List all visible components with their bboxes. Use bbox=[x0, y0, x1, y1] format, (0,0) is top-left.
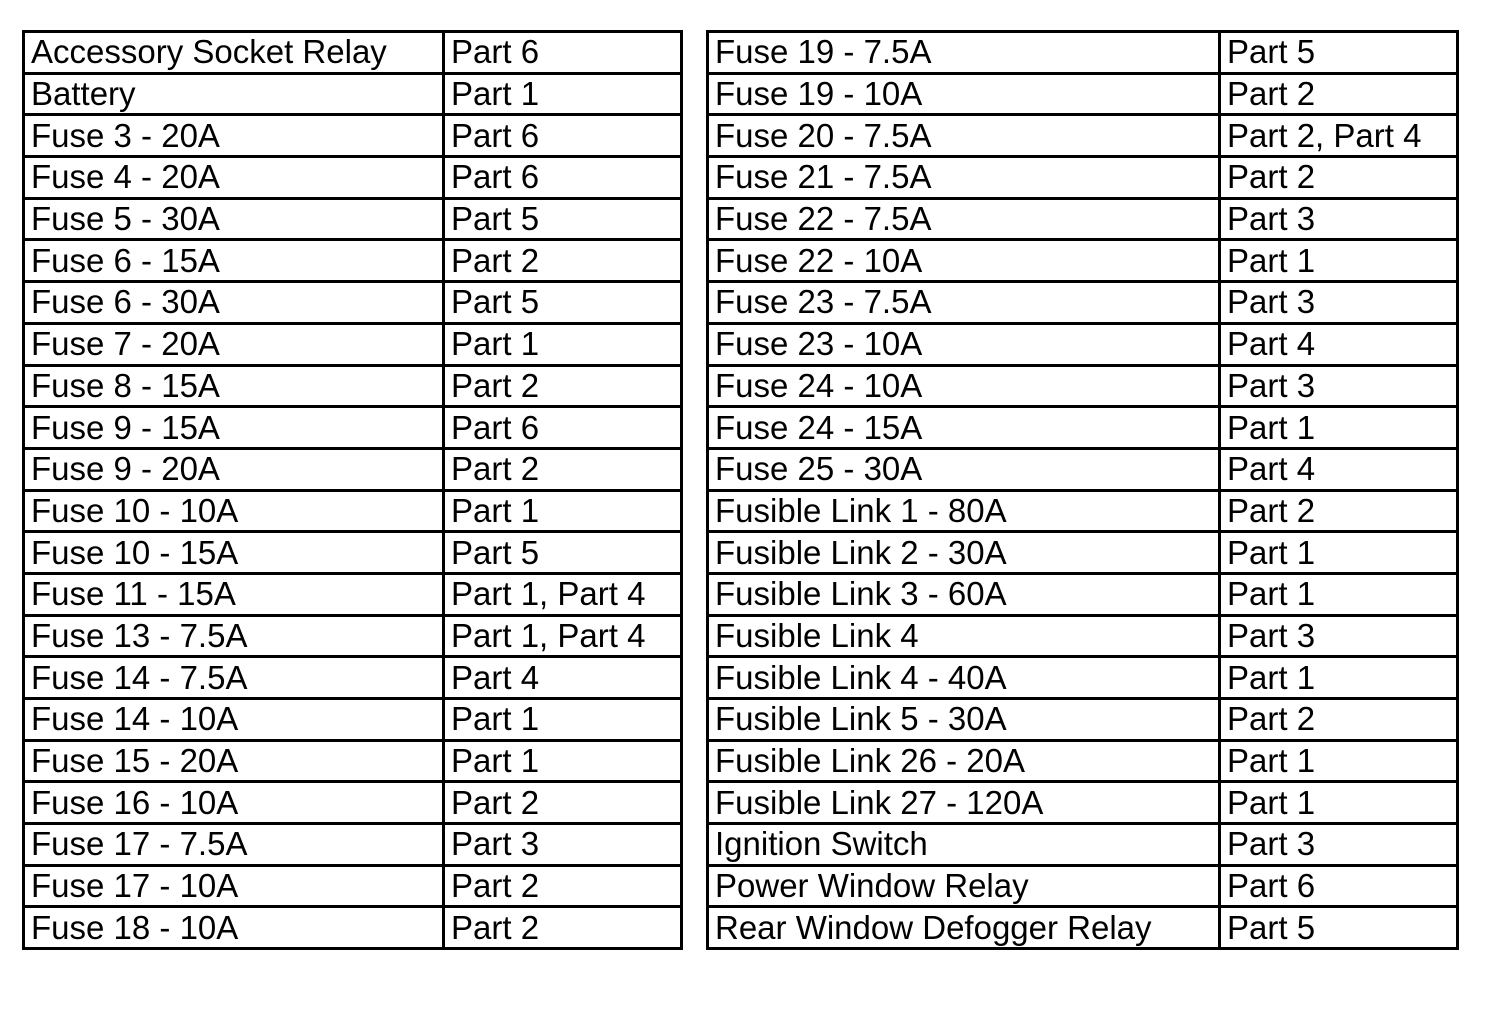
component-name-cell: Fuse 3 - 20A bbox=[24, 115, 444, 157]
component-name-cell: Fusible Link 26 - 20A bbox=[708, 740, 1220, 782]
part-reference-cell: Part 1 bbox=[1220, 782, 1458, 824]
table-row bbox=[708, 490, 1458, 532]
component-name-cell: Fuse 4 - 20A bbox=[24, 157, 444, 199]
part-reference-cell: Part 2 bbox=[1220, 73, 1458, 115]
component-name-cell: Fuse 6 - 30A bbox=[24, 282, 444, 324]
part-reference-cell: Part 4 bbox=[444, 657, 682, 699]
part-reference-cell: Part 4 bbox=[1220, 323, 1458, 365]
component-name-cell: Fuse 14 - 10A bbox=[24, 699, 444, 741]
part-reference-cell: Part 1 bbox=[1220, 573, 1458, 615]
component-name-cell: Rear Window Defogger Relay bbox=[708, 907, 1220, 949]
component-name-cell: Fusible Link 2 - 30A bbox=[708, 532, 1220, 574]
right-table-body bbox=[708, 32, 1458, 949]
table-row bbox=[708, 824, 1458, 866]
table-row bbox=[24, 865, 682, 907]
part-reference-cell: Part 3 bbox=[1220, 282, 1458, 324]
part-reference-cell: Part 2 bbox=[444, 907, 682, 949]
table-row bbox=[24, 32, 682, 74]
part-reference-cell: Part 2 bbox=[444, 782, 682, 824]
part-reference-cell: Part 2, Part 4 bbox=[1220, 115, 1458, 157]
table-row bbox=[24, 73, 682, 115]
part-reference-cell: Part 4 bbox=[1220, 448, 1458, 490]
part-reference-cell: Part 5 bbox=[1220, 32, 1458, 74]
component-name-cell: Fuse 7 - 20A bbox=[24, 323, 444, 365]
table-row bbox=[708, 32, 1458, 74]
component-name-cell: Fuse 20 - 7.5A bbox=[708, 115, 1220, 157]
component-name-cell: Fuse 17 - 10A bbox=[24, 865, 444, 907]
table-row bbox=[24, 240, 682, 282]
component-name-cell: Fuse 23 - 10A bbox=[708, 323, 1220, 365]
component-name-cell: Fusible Link 3 - 60A bbox=[708, 573, 1220, 615]
component-name-cell: Battery bbox=[24, 73, 444, 115]
component-name-cell: Fuse 14 - 7.5A bbox=[24, 657, 444, 699]
part-reference-cell: Part 5 bbox=[444, 282, 682, 324]
part-reference-cell: Part 3 bbox=[1220, 365, 1458, 407]
component-name-cell: Fuse 9 - 20A bbox=[24, 448, 444, 490]
table-row bbox=[708, 699, 1458, 741]
component-name-cell: Fuse 22 - 7.5A bbox=[708, 198, 1220, 240]
component-name-cell: Fuse 24 - 10A bbox=[708, 365, 1220, 407]
table-row bbox=[708, 407, 1458, 449]
component-name-cell: Fuse 18 - 10A bbox=[24, 907, 444, 949]
table-row bbox=[24, 490, 682, 532]
table-row bbox=[708, 448, 1458, 490]
component-name-cell: Fuse 17 - 7.5A bbox=[24, 824, 444, 866]
part-reference-cell: Part 1 bbox=[444, 323, 682, 365]
table-row bbox=[708, 657, 1458, 699]
part-reference-cell: Part 2 bbox=[444, 365, 682, 407]
table-row bbox=[24, 115, 682, 157]
component-name-cell: Fuse 15 - 20A bbox=[24, 740, 444, 782]
part-reference-cell: Part 2 bbox=[1220, 157, 1458, 199]
part-reference-cell: Part 2 bbox=[444, 448, 682, 490]
component-name-cell: Fusible Link 4 - 40A bbox=[708, 657, 1220, 699]
table-row bbox=[24, 407, 682, 449]
table-row bbox=[708, 73, 1458, 115]
table-row bbox=[24, 365, 682, 407]
part-reference-cell: Part 6 bbox=[444, 32, 682, 74]
part-reference-cell: Part 1, Part 4 bbox=[444, 615, 682, 657]
table-row bbox=[24, 782, 682, 824]
part-reference-cell: Part 2 bbox=[1220, 490, 1458, 532]
part-reference-cell: Part 2 bbox=[444, 240, 682, 282]
part-reference-cell: Part 6 bbox=[444, 115, 682, 157]
part-reference-cell: Part 5 bbox=[1220, 907, 1458, 949]
table-row bbox=[708, 740, 1458, 782]
part-reference-cell: Part 1 bbox=[1220, 657, 1458, 699]
table-row bbox=[24, 657, 682, 699]
part-reference-cell: Part 1 bbox=[444, 490, 682, 532]
table-row bbox=[708, 782, 1458, 824]
table-row bbox=[708, 323, 1458, 365]
component-name-cell: Fuse 8 - 15A bbox=[24, 365, 444, 407]
table-row bbox=[24, 615, 682, 657]
table-row bbox=[24, 699, 682, 741]
component-name-cell: Fuse 9 - 15A bbox=[24, 407, 444, 449]
table-row bbox=[24, 907, 682, 949]
component-name-cell: Power Window Relay bbox=[708, 865, 1220, 907]
component-name-cell: Fuse 21 - 7.5A bbox=[708, 157, 1220, 199]
part-reference-cell: Part 1 bbox=[1220, 240, 1458, 282]
table-row bbox=[24, 282, 682, 324]
table-row bbox=[708, 532, 1458, 574]
table-row bbox=[24, 323, 682, 365]
component-name-cell: Fuse 10 - 10A bbox=[24, 490, 444, 532]
table-row bbox=[24, 198, 682, 240]
table-row bbox=[708, 907, 1458, 949]
table-row bbox=[708, 573, 1458, 615]
table-row bbox=[708, 198, 1458, 240]
component-index-table-left bbox=[22, 30, 683, 950]
part-reference-cell: Part 3 bbox=[1220, 824, 1458, 866]
part-reference-cell: Part 1, Part 4 bbox=[444, 573, 682, 615]
component-name-cell: Fusible Link 27 - 120A bbox=[708, 782, 1220, 824]
table-row bbox=[708, 157, 1458, 199]
component-name-cell: Fuse 13 - 7.5A bbox=[24, 615, 444, 657]
component-name-cell: Fuse 23 - 7.5A bbox=[708, 282, 1220, 324]
component-name-cell: Fuse 5 - 30A bbox=[24, 198, 444, 240]
table-row bbox=[708, 615, 1458, 657]
component-index-table-right bbox=[706, 30, 1459, 950]
component-name-cell: Accessory Socket Relay bbox=[24, 32, 444, 74]
part-reference-cell: Part 2 bbox=[444, 865, 682, 907]
left-table-body bbox=[24, 32, 682, 949]
component-name-cell: Fuse 16 - 10A bbox=[24, 782, 444, 824]
table-row bbox=[24, 573, 682, 615]
table-row bbox=[708, 865, 1458, 907]
part-reference-cell: Part 1 bbox=[1220, 740, 1458, 782]
component-name-cell: Fuse 25 - 30A bbox=[708, 448, 1220, 490]
part-reference-cell: Part 5 bbox=[444, 198, 682, 240]
part-reference-cell: Part 6 bbox=[444, 407, 682, 449]
component-name-cell: Fuse 6 - 15A bbox=[24, 240, 444, 282]
part-reference-cell: Part 6 bbox=[1220, 865, 1458, 907]
table-row bbox=[24, 532, 682, 574]
component-name-cell: Fuse 19 - 7.5A bbox=[708, 32, 1220, 74]
table-row bbox=[708, 282, 1458, 324]
part-reference-cell: Part 1 bbox=[444, 73, 682, 115]
table-row bbox=[708, 240, 1458, 282]
component-name-cell: Fusible Link 5 - 30A bbox=[708, 699, 1220, 741]
part-reference-cell: Part 3 bbox=[444, 824, 682, 866]
part-reference-cell: Part 1 bbox=[1220, 532, 1458, 574]
component-name-cell: Ignition Switch bbox=[708, 824, 1220, 866]
table-row bbox=[708, 365, 1458, 407]
table-row bbox=[24, 740, 682, 782]
table-row bbox=[24, 448, 682, 490]
part-reference-cell: Part 1 bbox=[444, 699, 682, 741]
table-row bbox=[708, 115, 1458, 157]
table-row bbox=[24, 824, 682, 866]
part-reference-cell: Part 6 bbox=[444, 157, 682, 199]
component-name-cell: Fuse 11 - 15A bbox=[24, 573, 444, 615]
part-reference-cell: Part 3 bbox=[1220, 615, 1458, 657]
part-reference-cell: Part 5 bbox=[444, 532, 682, 574]
part-reference-cell: Part 3 bbox=[1220, 198, 1458, 240]
part-reference-cell: Part 2 bbox=[1220, 699, 1458, 741]
component-name-cell: Fuse 19 - 10A bbox=[708, 73, 1220, 115]
component-name-cell: Fuse 22 - 10A bbox=[708, 240, 1220, 282]
part-reference-cell: Part 1 bbox=[444, 740, 682, 782]
component-name-cell: Fusible Link 1 - 80A bbox=[708, 490, 1220, 532]
component-name-cell: Fuse 10 - 15A bbox=[24, 532, 444, 574]
component-name-cell: Fusible Link 4 bbox=[708, 615, 1220, 657]
table-row bbox=[24, 157, 682, 199]
part-reference-cell: Part 1 bbox=[1220, 407, 1458, 449]
component-name-cell: Fuse 24 - 15A bbox=[708, 407, 1220, 449]
